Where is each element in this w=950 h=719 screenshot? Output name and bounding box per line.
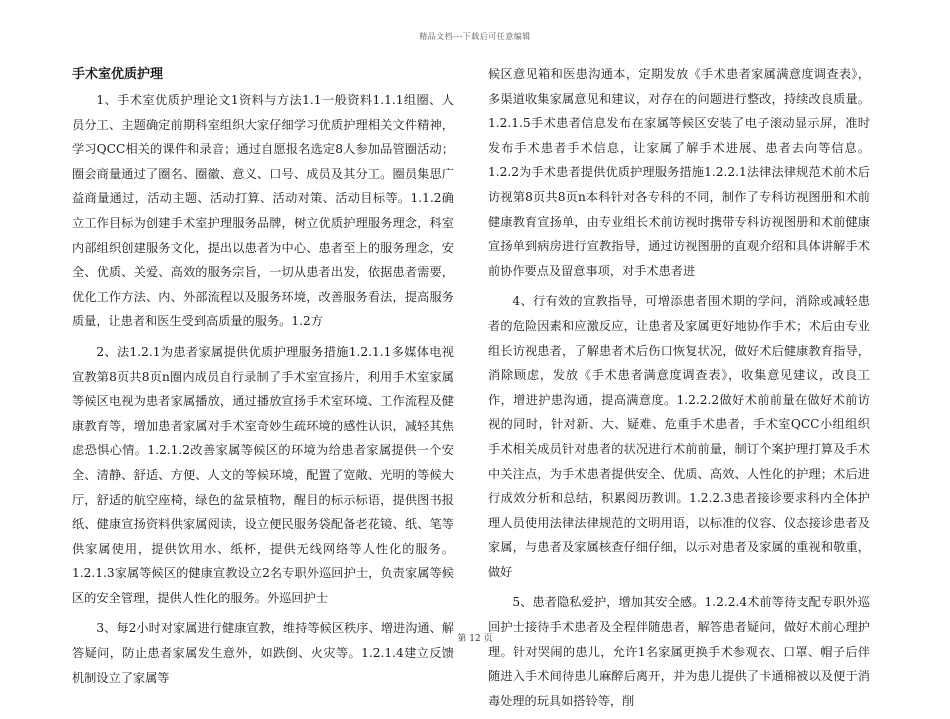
paragraph: 2、法1.2.1为患者家属提供优质护理服务措施1.2.1.1多媒体电视宣教第8页共8页n圈内成员自行录制了手术室宣扬片，利用手术室家属等候区电视为患者家属播放，通过播放宣扬手术室环境、工作流程及健康教育等，增加患者家属对手术室奇妙生疏环境的感性认识，减轻其焦虑恐惧心情。1.2.1.2改善家属等候区的环境为给患者家属提供一个安全、清静、舒适、方便、人文的等候环境，配置了宽敞、光明的等候大厅，舒适的航空座椅，绿色的盆景植物，醒目的标示标语，提供图书报纸、健康宣扬资料供家属阅读，设立便民服务袋配备老花镜、纸、笔等供家属使用，提供饮用水、纸杯，提供无线网络等人性化的服务。1.2.1.3家属等候区的健康宣教设立2名专职外巡回护士，负责家属等候区的安全管理，提供人性化的服务。外巡回护士 [72,344,454,605]
page-number: 第 12 页 [457,634,493,644]
right-column [488,62,870,719]
paragraph: 5、患者隐私爱护，增加其安全感。1.2.2.4术前等待支配专职外巡回护士接待手术患者及全程伴随患者，解答患者疑问，做好术前心理护理。针对哭闹的患儿，允许1名家属更换手术参观衣、口罩、帽子后伴随进入手术间待患儿麻醉后离开，并为患儿提供了卡通棉被以及便于消毒处理的玩具如搭铃等，削 [488,595,870,708]
paragraph: 候区意见箱和医患沟通本，定期发放《手术患者家属满意度调查表》，多渠道收集家属意见和建议，对存在的问题进行整改，持续改良质量。1.2.1.5手术患者信息发布在家属等候区安装了电子滚动显示屏，准时发布手术患者手术信息，让家属了解手术进展、患者去向等信息。1.2.2为手术患者提供优质护理服务措施1.2.2.1法律法律规范术前术后访视第8页共8页n本科针对各专科的不同，制作了专科访视图册和术前健康教育宣扬单，由专业组长术前访视时携带专科访视图册和术前健康宣扬单到病房进行宣教指导，通过访视图册的直观介绍和具体讲解手术前协作要点及留意事项，对手术患者进 [488,67,870,278]
document-title: 手术室优质护理 [72,67,164,82]
page-header: 精品文档---下载后可任意编辑 [419,32,531,41]
left-column [72,62,454,696]
paragraph: 4、行有效的宣教指导，可增添患者围术期的学问，消除或减轻患者的危险因素和应激反应，让患者及家属更好地协作手术；术后由专业组长访视患者，了解患者术后伤口恢复状况，做好术后健康教育指导，消除顾虑，发放《手术患者满意度调查表》，收集意见建议，改良工作，增进护患沟通，提高满意度。1.2.2.2做好术前前量在做好术前访视的同时，针对新、大、疑难、危重手术患者，手术室QCC小组组织手术相关成员针对患者的状况进行术前前量，制订个案护理打算及手术中关注点，为手术患者提供安全、优质、高效、人性化的护理；术后进行成效分析和总结，积累阅历教训。1.2.2.3患者接诊要求科内全体护理人员使用法律法律规范的文明用语，以标准的仪容、仪态接诊患者及家属，与患者及家属核查仔细仔细，以示对患者及家属的重视和敬重，做好 [488,294,870,579]
paragraph: 1、手术室优质护理论文1资料与方法1.1一般资料1.1.1组圈、人员分工、主题确定前期科室组织大家仔细学习优质护理相关文件精神，学习QCC相关的课件和录音；通过自愿报名选定8人参加品管圈活动；圈会商量通过了圈名、圈徽、意义、口号、成员及其分工。圈员集思广益商量通过，活动主题、活动打算、活动对策、活动目标等。1.1.2确立工作目标为创建手术室护理服务品牌，树立优质护理服务理念，科室内部组织创建服务文化，提出以患者为中心、患者至上的服务理念，安全、优质、关爱、高效的服务宗旨，一切从患者出发，依据患者需要，优化工作方法、内、外部流程以及服务环境，改善服务看法，提高服务质量，让患者和医生受到高质量的服务。1.2方 [72,93,454,329]
paragraph: 3、每2小时对家属进行健康宣教，维持等候区秩序、增进沟通、解答疑问，防止患者家属发生意外，如跌倒、火灾等。1.2.1.4建立反馈机制设立了家属等 [72,621,454,685]
